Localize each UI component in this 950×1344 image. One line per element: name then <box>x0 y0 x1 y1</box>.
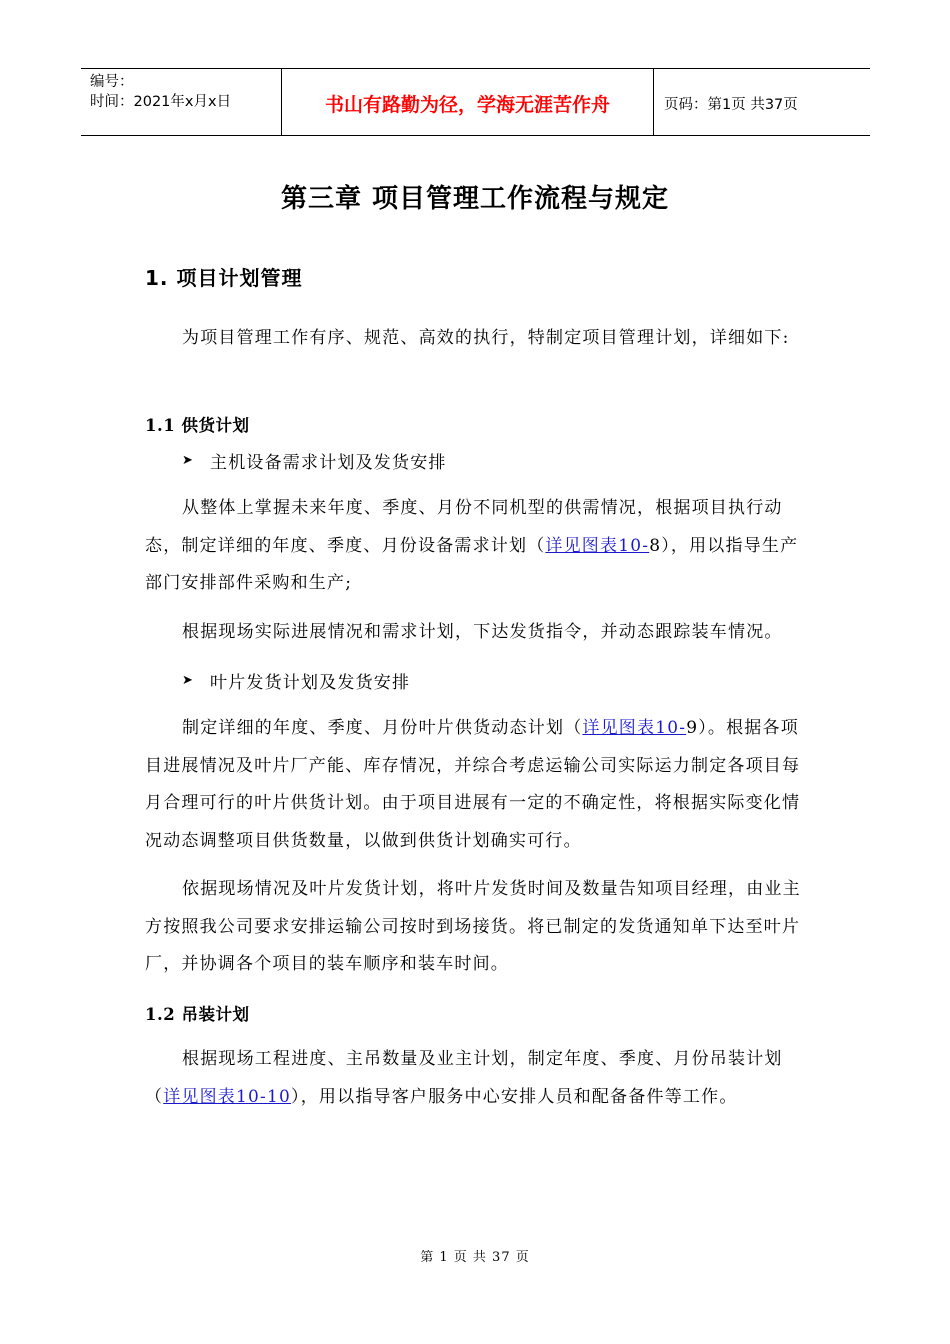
paragraph-text: 根据现场工程进度、主吊数量及业主计划，制定年度、季度、月份吊装计划（ <box>145 1049 783 1107</box>
header-table <box>81 68 870 136</box>
arrow-bullet-icon: ➤ <box>182 673 195 688</box>
section-intro-paragraph: 为项目管理工作有序、规范、高效的执行，特制定项目管理计划，详细如下: <box>182 328 790 348</box>
bullet-label: 叶片发货计划及发货安排 <box>210 673 411 693</box>
chart-reference-link[interactable]: 详见图表10- <box>545 535 650 556</box>
paragraph-shipping-instruction: 根据现场实际进展情况和需求计划，下达发货指令，并动态跟踪装车情况。 <box>182 622 783 642</box>
arrow-bullet-icon: ➤ <box>182 453 195 468</box>
document-time-label: 时间：2021年x月x日 <box>90 94 232 110</box>
paragraph-equipment-demand <box>145 490 805 603</box>
subsection-title-hoisting-plan: 1.2 吊装计划 <box>145 1005 250 1024</box>
header-page-info: 页码：第1页 共37页 <box>664 96 798 113</box>
paragraph-blade-supply-plan <box>145 710 805 860</box>
bullet-item-blade-shipping <box>182 668 410 693</box>
chart-reference-link[interactable]: 详见图表10-10 <box>163 1086 292 1107</box>
chart-reference-link[interactable]: 详见图表10- <box>582 718 687 738</box>
header-meta-cell <box>81 69 281 135</box>
document-number-label: 编号： <box>90 74 134 90</box>
paragraph-text: 制定详细的年度、季度、月份叶片供货动态计划（ <box>182 718 583 738</box>
paragraph-hoisting-plan <box>145 1041 805 1116</box>
paragraph-text: ），用以指导客户服务中心安排人员和配备备件等工作。 <box>291 1086 738 1107</box>
header-motto: 书山有路勤为径，学海无涯苦作舟 <box>281 69 654 135</box>
paragraph-blade-delivery: 依据现场情况及叶片发货计划，将叶片发货时间及数量告知项目经理，由业主方按照我公司要求安排运输公司按时到场接货。将已制定的发货通知单下达至叶片厂，并协调各个项目的装车顺序和装车时间。 <box>145 879 801 974</box>
section-title: 1. 项目计划管理 <box>145 266 303 290</box>
bullet-label: 主机设备需求计划及发货安排 <box>210 453 447 473</box>
bullet-item-main-equipment <box>182 448 447 473</box>
subsection-title-supply-plan: 1.1 供货计划 <box>145 416 250 435</box>
paragraph-text: 9）。根据各项目进展情况及叶片厂产能、库存情况，并综合考虑运输公司实际运力制定各项目每月合理可行的叶片供货计划。由于项目进展有一定的不确定性，将根据实际变化情况动态调整项目供货数量，以做到供货计划确实可行。 <box>145 718 801 851</box>
paragraph-text: 从整体上掌握未来年度、季度、月份不同机型的供需情况，根据项目执行动态，制定详细的年度、季度、月份设备需求计划（ <box>145 498 783 556</box>
paragraph-text: 8），用以指导生产部门安排部件采购和生产; <box>145 535 799 593</box>
page-footer: 第 1 页 共 37 页 <box>420 1250 530 1265</box>
chapter-title: 第三章 项目管理工作流程与规定 <box>280 184 670 214</box>
